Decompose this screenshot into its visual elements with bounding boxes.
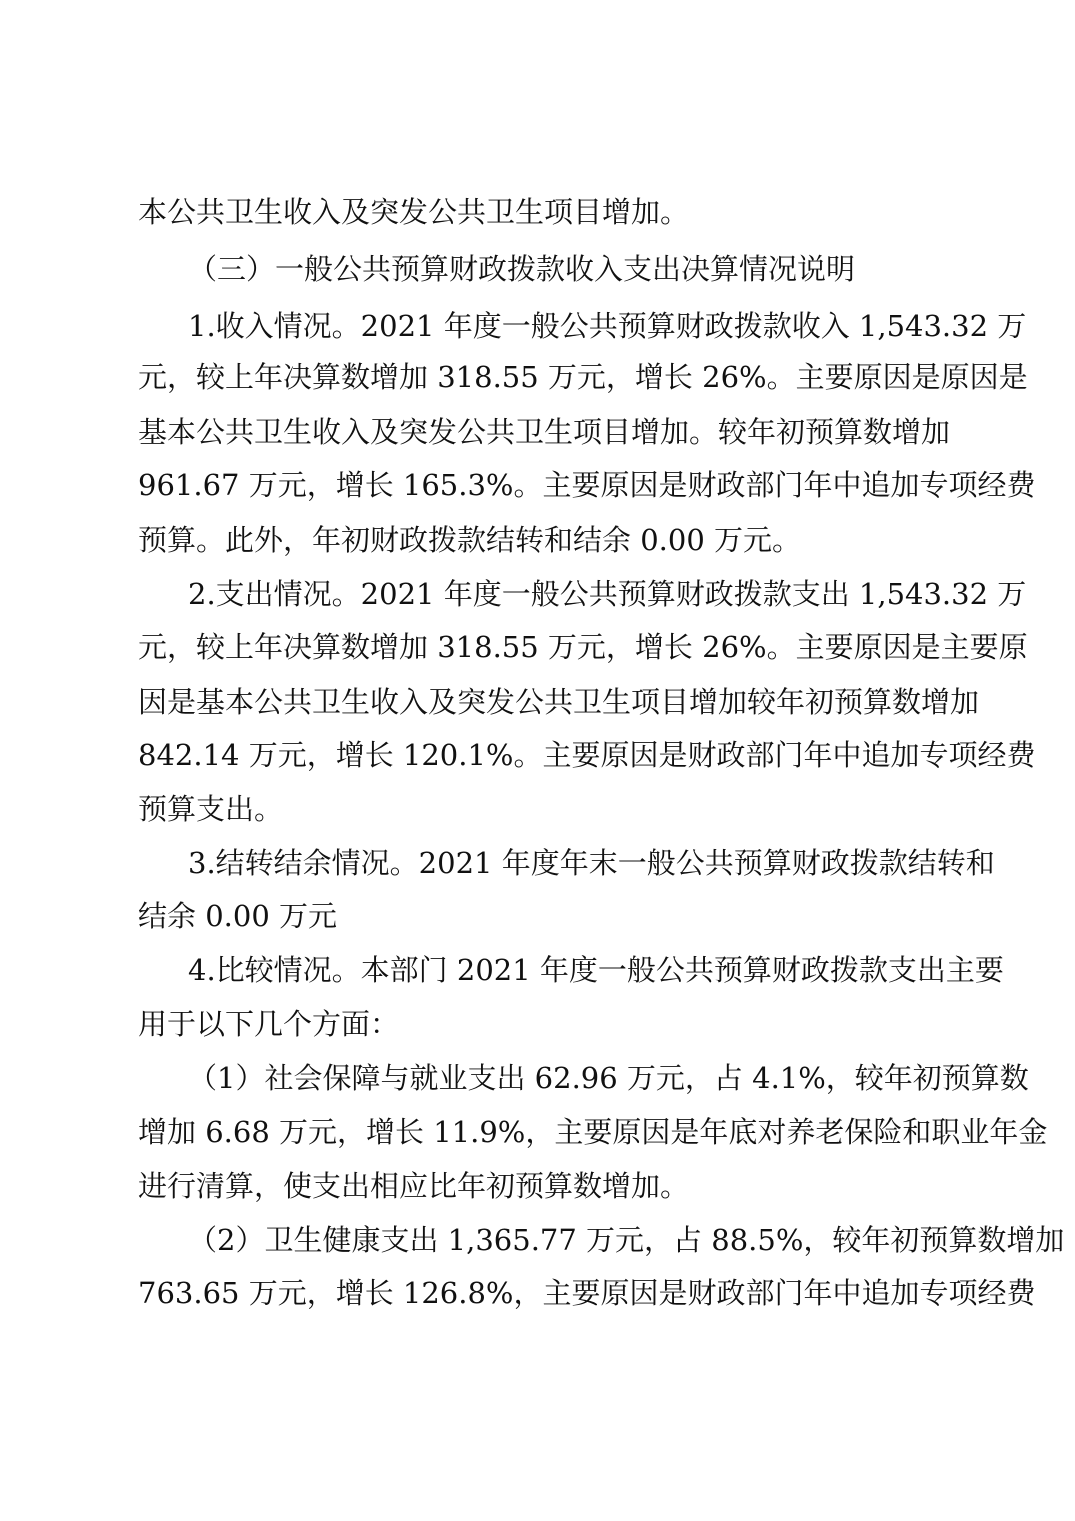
income-paragraph-line-4: 961.67 万元，增长 165.3%。主要原因是财政部门年中追加专项经费 xyxy=(138,468,1036,502)
expense-paragraph-line-3: 因是基本公共卫生收入及突发公共卫生项目增加较年初预算数增加 xyxy=(138,685,980,719)
expense-paragraph-line-1: 2.支出情况。2021 年度一般公共预算财政拨款支出 1,543.32 万 xyxy=(188,577,1027,611)
balance-paragraph-line-1: 3.结转结余情况。2021 年度年末一般公共预算财政拨款结转和 xyxy=(188,846,995,880)
social-security-item-line-3: 进行清算，使支出相应比年初预算数增加。 xyxy=(138,1169,690,1203)
income-paragraph-line-5: 预算。此外，年初财政拨款结转和结余 0.00 万元。 xyxy=(138,523,802,557)
income-paragraph-line-1: 1.收入情况。2021 年度一般公共预算财政拨款收入 1,543.32 万 xyxy=(188,309,1027,343)
social-security-item-line-2: 增加 6.68 万元，增长 11.9%，主要原因是年底对养老保险和职业年金 xyxy=(138,1115,1048,1149)
social-security-item-line-1: （1）社会保障与就业支出 62.96 万元，占 4.1%，较年初预算数 xyxy=(188,1061,1029,1095)
income-paragraph-line-2: 元，较上年决算数增加 318.55 万元，增长 26%。主要原因是原因是 xyxy=(138,360,1028,394)
health-item-line-1: （2）卫生健康支出 1,365.77 万元，占 88.5%，较年初预算数增加 xyxy=(188,1223,1065,1257)
income-paragraph-line-3: 基本公共卫生收入及突发公共卫生项目增加。较年初预算数增加 xyxy=(138,415,951,449)
text-line-continuation: 本公共卫生收入及突发公共卫生项目增加。 xyxy=(138,195,690,229)
section-heading-3: （三）一般公共预算财政拨款收入支出决算情况说明 xyxy=(188,252,856,286)
health-item-line-2: 763.65 万元，增长 126.8%，主要原因是财政部门年中追加专项经费 xyxy=(138,1276,1036,1310)
balance-paragraph-line-2: 结余 0.00 万元 xyxy=(138,899,338,933)
comparison-paragraph-line-2: 用于以下几个方面： xyxy=(138,1007,400,1041)
comparison-paragraph-line-1: 4.比较情况。本部门 2021 年度一般公共预算财政拨款支出主要 xyxy=(188,953,1004,987)
expense-paragraph-line-2: 元，较上年决算数增加 318.55 万元，增长 26%。主要原因是主要原 xyxy=(138,630,1028,664)
expense-paragraph-line-5: 预算支出。 xyxy=(138,792,284,826)
expense-paragraph-line-4: 842.14 万元，增长 120.1%。主要原因是财政部门年中追加专项经费 xyxy=(138,738,1036,772)
